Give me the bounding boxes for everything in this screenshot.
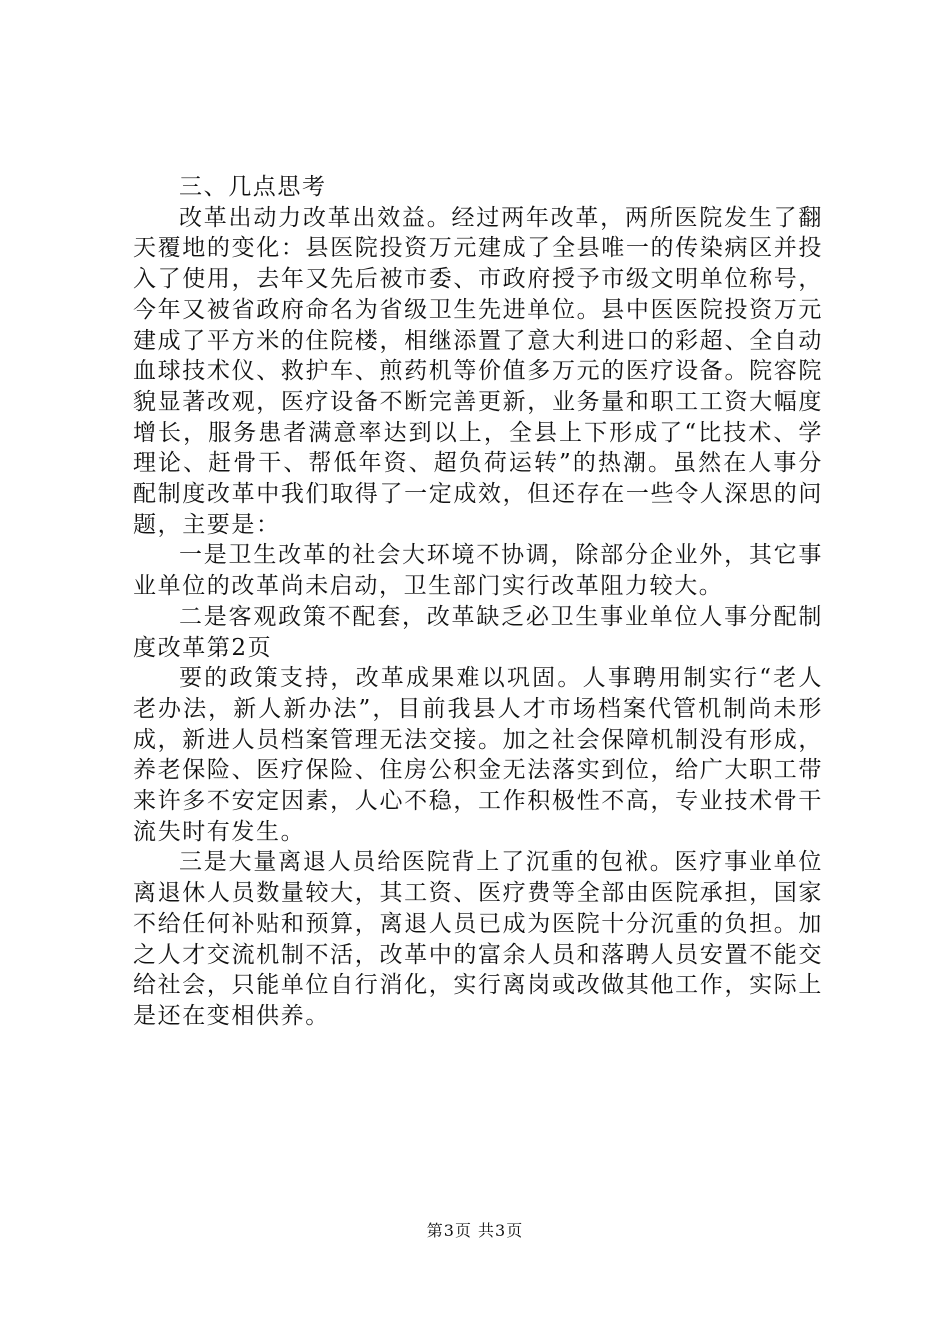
page-footer: 第3页 共3页 [426, 1221, 524, 1240]
paragraph: 一是卫生改革的社会大环境不协调，除部分企业外，其它事业单位的改革尚未启动，卫生部门实行改革阻力较大。 [133, 542, 823, 600]
paragraph: 二是客观政策不配套，改革缺乏必卫生事业单位人事分配制度改革第2页 [133, 603, 823, 661]
paragraph: 三是大量离退人员给医院背上了沉重的包袱。医疗事业单位离退休人员数量较大，其工资、医疗费等全部由医院承担，国家不给任何补贴和预算，离退人员已成为医院十分沉重的负担。加之人才交流机制不活，改革中的富余人员和落聘人员安置不能交给社会，只能单位自行消化，实行离岗或改做其他工作，实际上是还在变相供养。 [133, 849, 823, 1029]
document-body [133, 172, 823, 1032]
section-heading: 三、几点思考 [179, 174, 327, 200]
paragraph: 改革出动力改革出效益。经过两年改革，两所医院发生了翻天覆地的变化：县医院投资万元建成了全县唯一的传染病区并投入了使用，去年又先后被市委、市政府授予市级文明单位称号，今年又被省政府命名为省级卫生先进单位。县中医医院投资万元建成了平方米的住院楼，相继添置了意大利进口的彩超、全自动血球技术仪、救护车、煎药机等价值多万元的医疗设备。院容院貌显著改观，医疗设备不断完善更新，业务量和职工工资大幅度增长，服务患者满意率达到以上，全县上下形成了“比技术、学理论、赶骨干、帮低年资、超负荷运转”的热潮。虽然在人事分配制度改革中我们取得了一定成效，但还存在一些令人深思的问题，主要是： [133, 204, 823, 538]
paragraph: 要的政策支持，改革成果难以巩固。人事聘用制实行“老人老办法，新人新办法”，目前我县人才市场档案代管机制尚未形成，新进人员档案管理无法交接。加之社会保障机制没有形成，养老保险、医疗保险、住房公积金无法落实到位，给广大职工带来许多不安定因素，人心不稳，工作积极性不高，专业技术骨干流失时有发生。 [133, 665, 823, 845]
